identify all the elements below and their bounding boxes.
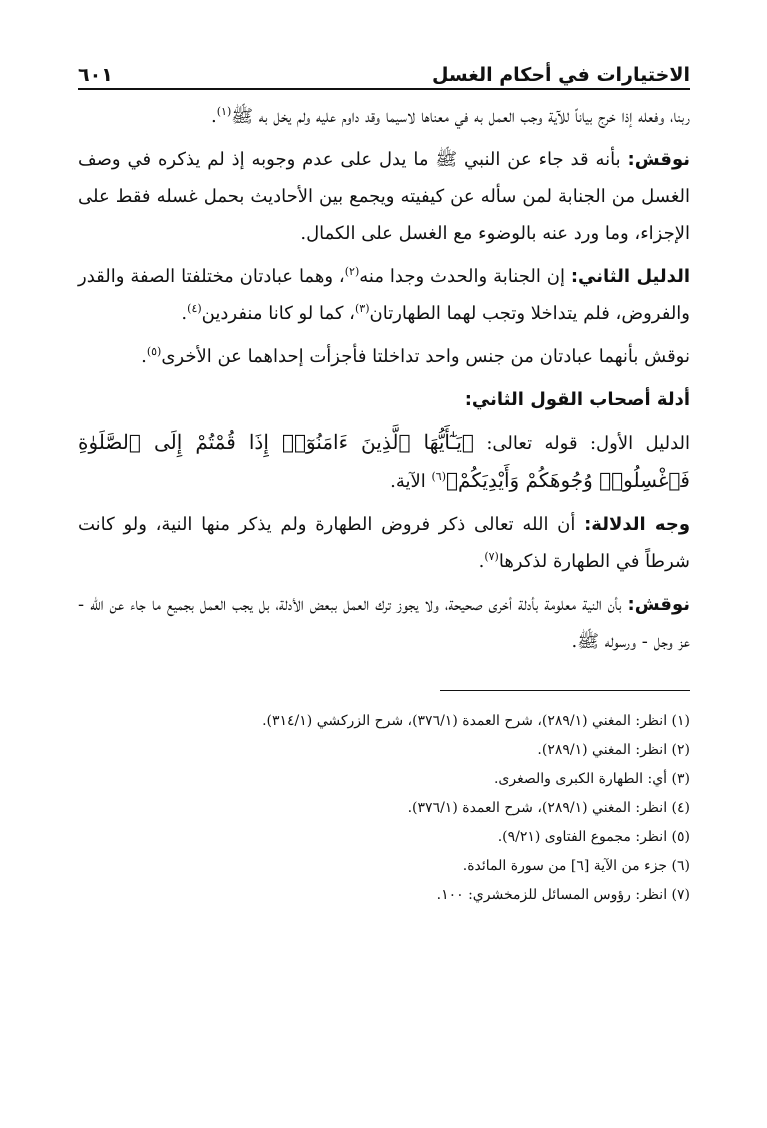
paragraph-tail: . (181, 303, 188, 324)
paragraph-text: نوقش بأنهما عبادتان من جنس واحد تداخلتا فأجزأت إحداهما عن الأخرى (161, 346, 690, 367)
paragraph-text: ، وهما عبادتان مختلفتا الصفة والقدر والفروض، فلم يتداخلا وتجب لهما الطهارتان (78, 266, 690, 324)
paragraph-text: بأنه قد جاء عن النبي ﷺ ما يدل على عدم وجوبه إذ لم يذكره في وصف الغسل من الجنابة لمن سأله عن كيفيته ويجمع بين الأحاديث بحمل غسله فقط على الإجزاء، وما ورد عنه بالوضوء مع الغسل على الكمال. (78, 149, 690, 244)
paragraph-tail: . (141, 346, 147, 367)
footnote-1: (١) انظر: المغني (٢٨٩/١)، شرح العمدة (٣٧٦/١)، شرح الزركشي (٣١٤/١). (262, 713, 690, 729)
paragraph-2 (78, 141, 690, 252)
paragraph-tail: . (211, 106, 217, 127)
footnote-ref-7[interactable]: (٧) (484, 550, 499, 563)
paragraph-text: ربنا، وفعله إذا خرج بياناً للآية وجب العمل به في معناها لاسيما وقد داوم عليه ولم يخل به ﷺ (231, 106, 690, 127)
book-page (78, 56, 690, 910)
paragraph-6 (78, 586, 690, 660)
footnote-ref-3[interactable]: (٣) (354, 302, 370, 315)
paragraph-lead: نوقش: (627, 149, 690, 170)
footnote-7: (٧) انظر: رؤوس المسائل للزمخشري: ١٠٠. (436, 887, 690, 903)
paragraph-text: ، كما لو كانا منفردين (201, 303, 355, 324)
footnote-ref-6[interactable]: (٦) (431, 470, 446, 483)
footnote-ref-1[interactable]: (١) (216, 105, 232, 118)
footnotes-list (78, 707, 690, 910)
paragraph-lead: نوقش: (627, 594, 690, 615)
paragraph-4 (78, 338, 690, 375)
chapter-title: الاختيارات في أحكام الغسل (431, 64, 690, 86)
footnote-ref-2[interactable]: (٢) (344, 265, 360, 278)
footnote-2: (٢) انظر: المغني (٢٨٩/١). (537, 742, 690, 758)
footnote-4: (٤) انظر: المغني (٢٨٩/١)، شرح العمدة (٣٧٦/١). (407, 800, 690, 816)
paragraph-lead: الدليل الثاني: (570, 266, 690, 287)
footnote-ref-4[interactable]: (٤) (187, 302, 202, 315)
paragraph-text: بأن النية معلومة بأدلة أخرى صحيحة، ولا يجوز ترك العمل ببعض الأدلة، بل يجب العمل بجميع ما جاء عن الله - عز وجل - ورسوله ﷺ. (78, 594, 690, 652)
running-header (78, 56, 690, 90)
paragraph-text: إن الجنابة والحدث وجدا منه (359, 266, 571, 287)
paragraph-3 (78, 258, 690, 332)
paragraph-tail: . (478, 551, 485, 572)
section-heading: أدلة أصحاب القول الثاني: (464, 389, 690, 410)
paragraph-5 (78, 506, 690, 580)
footnote-6: (٦) جزء من الآية [٦] من سورة المائدة. (462, 858, 690, 874)
footnote-5: (٥) انظر: مجموع الفتاوى (٩/٢١). (497, 829, 690, 845)
footnote-ref-5[interactable]: (٥) (146, 345, 162, 358)
evidence-paragraph (78, 424, 690, 500)
paragraph-1 (78, 98, 690, 135)
footnote-divider (440, 690, 690, 691)
evidence-tail: الآية. (390, 471, 432, 492)
quran-verse: ﴿يَـٰٓأَيُّهَا ٱلَّذِينَ ءَامَنُوٓا۟ إِذَا قُمْتُمْ إِلَى ٱلصَّلَوٰةِ فَٱغْسِلُوا۟ وُجُوهَكُمْ وَأَيْدِيَكُمْ﴾ (78, 430, 690, 492)
page-number: ٦٠١ (78, 64, 113, 86)
evidence-intro: الدليل الأول: قوله تعالى: (473, 433, 690, 454)
paragraph-lead: وجه الدلالة: (584, 514, 691, 535)
footnote-3: (٣) أي: الطهارة الكبرى والصغرى. (493, 771, 690, 787)
main-text (78, 98, 690, 660)
paragraph-text: أن الله تعالى ذكر فروض الطهارة ولم يذكر منها النية، ولو كانت شرطاً في الطهارة لذكرها (78, 514, 690, 572)
